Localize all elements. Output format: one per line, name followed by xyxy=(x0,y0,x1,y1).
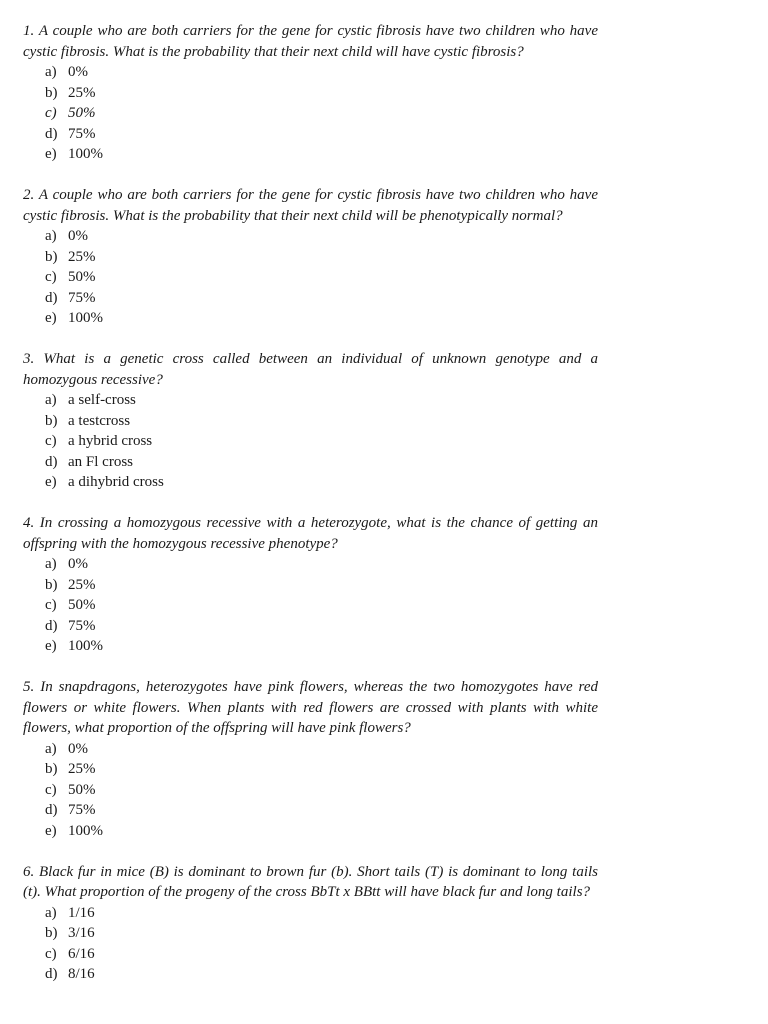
option-list xyxy=(23,554,598,657)
option-text: a self-cross xyxy=(68,392,136,408)
option-text: 25% xyxy=(68,761,96,777)
option-b xyxy=(45,247,598,268)
option-letter: e) xyxy=(45,474,57,490)
option-a xyxy=(45,739,598,760)
question-text: 4. In crossing a homozygous recessive with a heterozygote, what is the chance of getting an offspring with the homozygous recessive phenotype? xyxy=(23,515,598,552)
question-text: 6. Black fur in mice (B) is dominant to brown fur (b). Short tails (T) is dominant to long tails (t). What proportion of the progeny of the cross BbTt x BBtt will have black fur and long tails? xyxy=(23,863,598,900)
option-letter: a) xyxy=(45,392,57,408)
option-text: 75% xyxy=(68,289,96,306)
option-letter: c) xyxy=(45,105,57,121)
option-text: a hybrid cross xyxy=(68,433,153,449)
option-list xyxy=(23,226,598,329)
option-text: 100% xyxy=(68,146,103,162)
option-d xyxy=(45,616,598,637)
option-text: 50% xyxy=(68,597,96,613)
option-letter: d) xyxy=(45,617,58,634)
option-text: 0% xyxy=(68,740,88,757)
option-list xyxy=(23,903,598,985)
option-c xyxy=(45,595,598,616)
option-e xyxy=(45,144,598,165)
option-text: 50% xyxy=(68,781,96,798)
option-letter: c) xyxy=(45,433,57,449)
option-letter: a) xyxy=(45,64,57,80)
option-list xyxy=(23,739,598,842)
option-text: 1/16 xyxy=(68,904,95,921)
option-e xyxy=(45,308,598,329)
question-3 xyxy=(23,349,598,493)
option-c xyxy=(45,780,598,801)
question-text: 3. What is a genetic cross called between an individual of unknown genotype and a homozygous recessive? xyxy=(23,351,598,388)
option-text: 100% xyxy=(68,638,103,654)
option-text: an Fl cross xyxy=(68,453,133,470)
option-text: 100% xyxy=(68,822,103,839)
option-letter: b) xyxy=(45,248,58,265)
option-letter: c) xyxy=(45,781,57,798)
option-a xyxy=(45,226,598,247)
option-c xyxy=(45,103,598,124)
option-text: 6/16 xyxy=(68,945,95,962)
option-letter: d) xyxy=(45,125,58,142)
option-letter: a) xyxy=(45,228,57,244)
option-text: 50% xyxy=(68,105,96,121)
option-b xyxy=(45,759,598,780)
option-text: 75% xyxy=(68,125,96,142)
option-letter: b) xyxy=(45,925,58,941)
option-c xyxy=(45,944,598,965)
option-a xyxy=(45,62,598,83)
option-text: 0% xyxy=(68,228,88,244)
option-letter: b) xyxy=(45,761,58,777)
option-d xyxy=(45,288,598,309)
option-letter: e) xyxy=(45,146,57,162)
option-text: 50% xyxy=(68,269,96,285)
option-list xyxy=(23,62,598,165)
option-e xyxy=(45,636,598,657)
option-e xyxy=(45,821,598,842)
option-letter: c) xyxy=(45,269,57,285)
option-letter: b) xyxy=(45,84,58,101)
option-d xyxy=(45,452,598,473)
option-c xyxy=(45,267,598,288)
option-letter: d) xyxy=(45,802,58,818)
option-text: 100% xyxy=(68,310,103,326)
option-text: a dihybrid cross xyxy=(68,474,164,490)
option-text: 0% xyxy=(68,556,88,572)
option-text: 25% xyxy=(68,84,96,101)
option-text: 25% xyxy=(68,248,96,265)
option-text: 25% xyxy=(68,576,96,593)
option-b xyxy=(45,575,598,596)
option-b xyxy=(45,83,598,104)
question-5 xyxy=(23,677,598,841)
option-a xyxy=(45,390,598,411)
option-d xyxy=(45,800,598,821)
option-text: 75% xyxy=(68,617,96,634)
option-letter: c) xyxy=(45,597,57,613)
option-b xyxy=(45,411,598,432)
option-e xyxy=(45,472,598,493)
option-letter: b) xyxy=(45,576,58,593)
option-d xyxy=(45,964,598,985)
option-c xyxy=(45,431,598,452)
option-text: 0% xyxy=(68,64,88,80)
question-2 xyxy=(23,185,598,329)
question-6 xyxy=(23,862,598,985)
option-text: 75% xyxy=(68,802,96,818)
question-1 xyxy=(23,21,598,165)
option-letter: d) xyxy=(45,453,58,470)
question-text: 2. A couple who are both carriers for the gene for cystic fibrosis have two children who have cystic fibrosis. What is the probability that their next child will be phenotypically normal? xyxy=(23,187,598,224)
option-a xyxy=(45,554,598,575)
option-letter: a) xyxy=(45,556,57,572)
option-letter: a) xyxy=(45,904,57,921)
option-letter: d) xyxy=(45,966,58,982)
option-a xyxy=(45,903,598,924)
option-letter: c) xyxy=(45,945,57,962)
question-text: 1. A couple who are both carriers for the gene for cystic fibrosis have two children who have cystic fibrosis. What is the probability that their next child will have cystic fibrosis? xyxy=(23,23,598,60)
option-list xyxy=(23,390,598,493)
option-letter: e) xyxy=(45,310,57,326)
question-4 xyxy=(23,513,598,657)
question-text: 5. In snapdragons, heterozygotes have pink flowers, whereas the two homozygotes have red flowers or white flowers. When plants with red flowers are crossed with plants with white flowers, what proportion of the offspring will have pink flowers? xyxy=(23,679,598,736)
option-d xyxy=(45,124,598,145)
option-letter: a) xyxy=(45,740,57,757)
option-letter: d) xyxy=(45,289,58,306)
option-text: 3/16 xyxy=(68,925,95,941)
option-letter: b) xyxy=(45,412,58,429)
option-b xyxy=(45,923,598,944)
option-text: 8/16 xyxy=(68,966,95,982)
option-text: a testcross xyxy=(68,412,131,429)
option-letter: e) xyxy=(45,638,57,654)
option-letter: e) xyxy=(45,822,57,839)
